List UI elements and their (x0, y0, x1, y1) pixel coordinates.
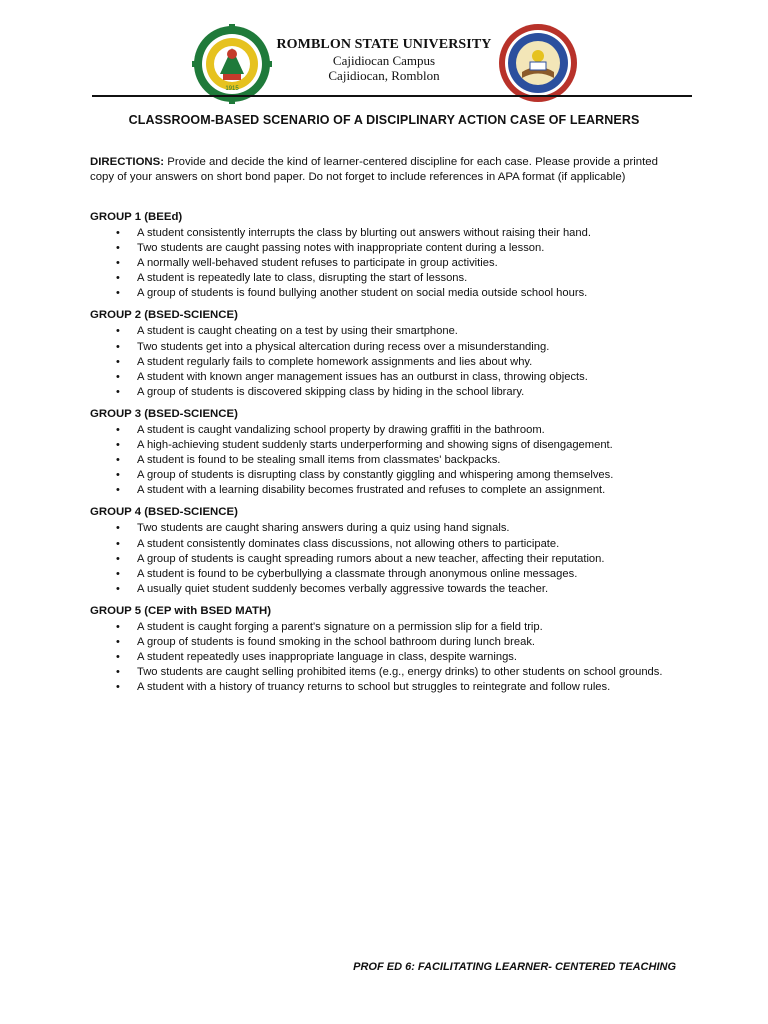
case-item: • A group of students is discovered skipping class by hiding in the school library. (90, 385, 690, 400)
directions-label: DIRECTIONS: (90, 156, 165, 168)
case-item: • Two students are caught sharing answers during a quiz using hand signals. (90, 521, 690, 536)
directions-paragraph (90, 155, 680, 185)
letterhead (0, 22, 768, 92)
bullet-icon: • (116, 666, 120, 679)
university-seal-logo (192, 24, 272, 104)
bullet-icon: • (116, 439, 120, 452)
case-item: • Two students are caught passing notes with inappropriate content during a lesson. (90, 241, 690, 256)
bullet-icon: • (116, 423, 120, 436)
case-item: • A group of students is found smoking in the school bathroom during lunch break. (90, 635, 690, 650)
bullet-icon: • (116, 325, 120, 338)
bullet-icon: • (116, 635, 120, 648)
bullet-icon: • (116, 287, 120, 300)
case-item: • A student repeatedly uses inappropriate language in class, despite warnings. (90, 650, 690, 665)
case-item: • A student is caught vandalizing school property by drawing graffiti in the bathroom. (90, 423, 690, 438)
case-list (90, 423, 690, 498)
bullet-icon: • (116, 567, 120, 580)
bullet-icon: • (116, 469, 120, 482)
bullet-icon: • (116, 552, 120, 565)
bullet-icon: • (116, 522, 120, 535)
group-title: GROUP 5 (CEP with BSED MATH) (90, 604, 271, 617)
case-item: • A student consistently dominates class discussions, not allowing others to participate. (90, 537, 690, 552)
case-list (90, 620, 690, 695)
course-footer: PROF ED 6: FACILITATING LEARNER- CENTERED TEACHING (353, 961, 676, 973)
case-item: • A usually quiet student suddenly becomes verbally aggressive towards the teacher. (90, 582, 690, 597)
bullet-icon: • (116, 651, 120, 664)
bullet-icon: • (116, 620, 120, 633)
campus-seal-logo (497, 22, 579, 104)
group-title: GROUP 4 (BSED-SCIENCE) (90, 506, 238, 519)
group-section-2 (90, 308, 690, 399)
university-name: ROMBLON STATE UNIVERSITY (276, 37, 492, 52)
bullet-icon: • (116, 484, 120, 497)
case-item: • A group of students is found bullying another student on social media outside school hours. (90, 286, 690, 301)
case-item: • A student regularly fails to complete homework assignments and lies about why. (90, 355, 690, 370)
case-item: • A group of students is disrupting class by constantly giggling and whispering among themselves. (90, 468, 690, 483)
group-section-5 (90, 604, 690, 695)
case-item: • A student is caught cheating on a test by using their smartphone. (90, 324, 690, 339)
header-divider (92, 95, 692, 97)
bullet-icon: • (116, 537, 120, 550)
case-list (90, 324, 690, 399)
seal-year-text: 1915 (225, 86, 239, 92)
bullet-icon: • (116, 257, 120, 270)
group-title: GROUP 2 (BSED-SCIENCE) (90, 309, 238, 322)
bullet-icon: • (116, 385, 120, 398)
case-item: • A student is repeatedly late to class, disrupting the start of lessons. (90, 271, 690, 286)
group-title: GROUP 3 (BSED-SCIENCE) (90, 407, 238, 420)
case-item: • A student with a learning disability becomes frustrated and refuses to complete an assignment. (90, 483, 690, 498)
bullet-icon: • (116, 340, 120, 353)
campus-name: Cajidiocan Campus (332, 53, 436, 68)
bullet-icon: • (116, 227, 120, 239)
document-title: CLASSROOM-BASED SCENARIO OF A DISCIPLINARY ACTION CASE OF LEARNERS (128, 113, 640, 127)
case-item: • A student is found to be stealing small items from classmates' backpacks. (90, 453, 690, 468)
bullet-icon: • (116, 355, 120, 368)
case-item: • A student is found to be cyberbullying a classmate through anonymous online messages. (90, 567, 690, 582)
university-info (273, 36, 495, 83)
case-item: • A normally well-behaved student refuses to participate in group activities. (90, 256, 690, 271)
bullet-icon: • (116, 370, 120, 383)
bullet-icon: • (116, 242, 120, 255)
case-item: • A student with known anger management issues has an outburst in class, throwing objects. (90, 370, 690, 385)
case-list (90, 521, 690, 596)
bullet-icon: • (116, 582, 120, 595)
directions-text: Provide and decide the kind of learner-centered discipline for each case. Please provide a printed copy of your answers on short bond paper. Do not forget to include references in APA format (if applicable) (90, 156, 658, 183)
case-item: • Two students get into a physical altercation during recess over a misunderstanding. (90, 340, 690, 355)
case-item: • A group of students is caught spreading rumors about a new teacher, affecting their reputation. (90, 552, 690, 567)
campus-location: Cajidiocan, Romblon (328, 68, 440, 83)
case-item: • A high-achieving student suddenly starts underperforming and showing signs of disengagement. (90, 438, 690, 453)
group-section-4 (90, 505, 690, 596)
group-section-3 (90, 407, 690, 498)
bullet-icon: • (116, 272, 120, 285)
case-item: • A student with a history of truancy returns to school but struggles to reintegrate and follow rules. (90, 680, 690, 695)
bullet-icon: • (116, 681, 120, 694)
case-item: • A student is caught forging a parent's signature on a permission slip for a field trip. (90, 620, 690, 635)
group-title: GROUP 1 (BEEd) (90, 211, 183, 223)
group-section-1 (90, 210, 690, 301)
group-list (90, 210, 690, 702)
case-item: • A student consistently interrupts the class by blurting out answers without raising their hand. (90, 226, 690, 241)
case-item: • Two students are caught selling prohibited items (e.g., energy drinks) to other students on school grounds. (90, 665, 690, 680)
bullet-icon: • (116, 454, 120, 467)
case-list (90, 226, 690, 301)
